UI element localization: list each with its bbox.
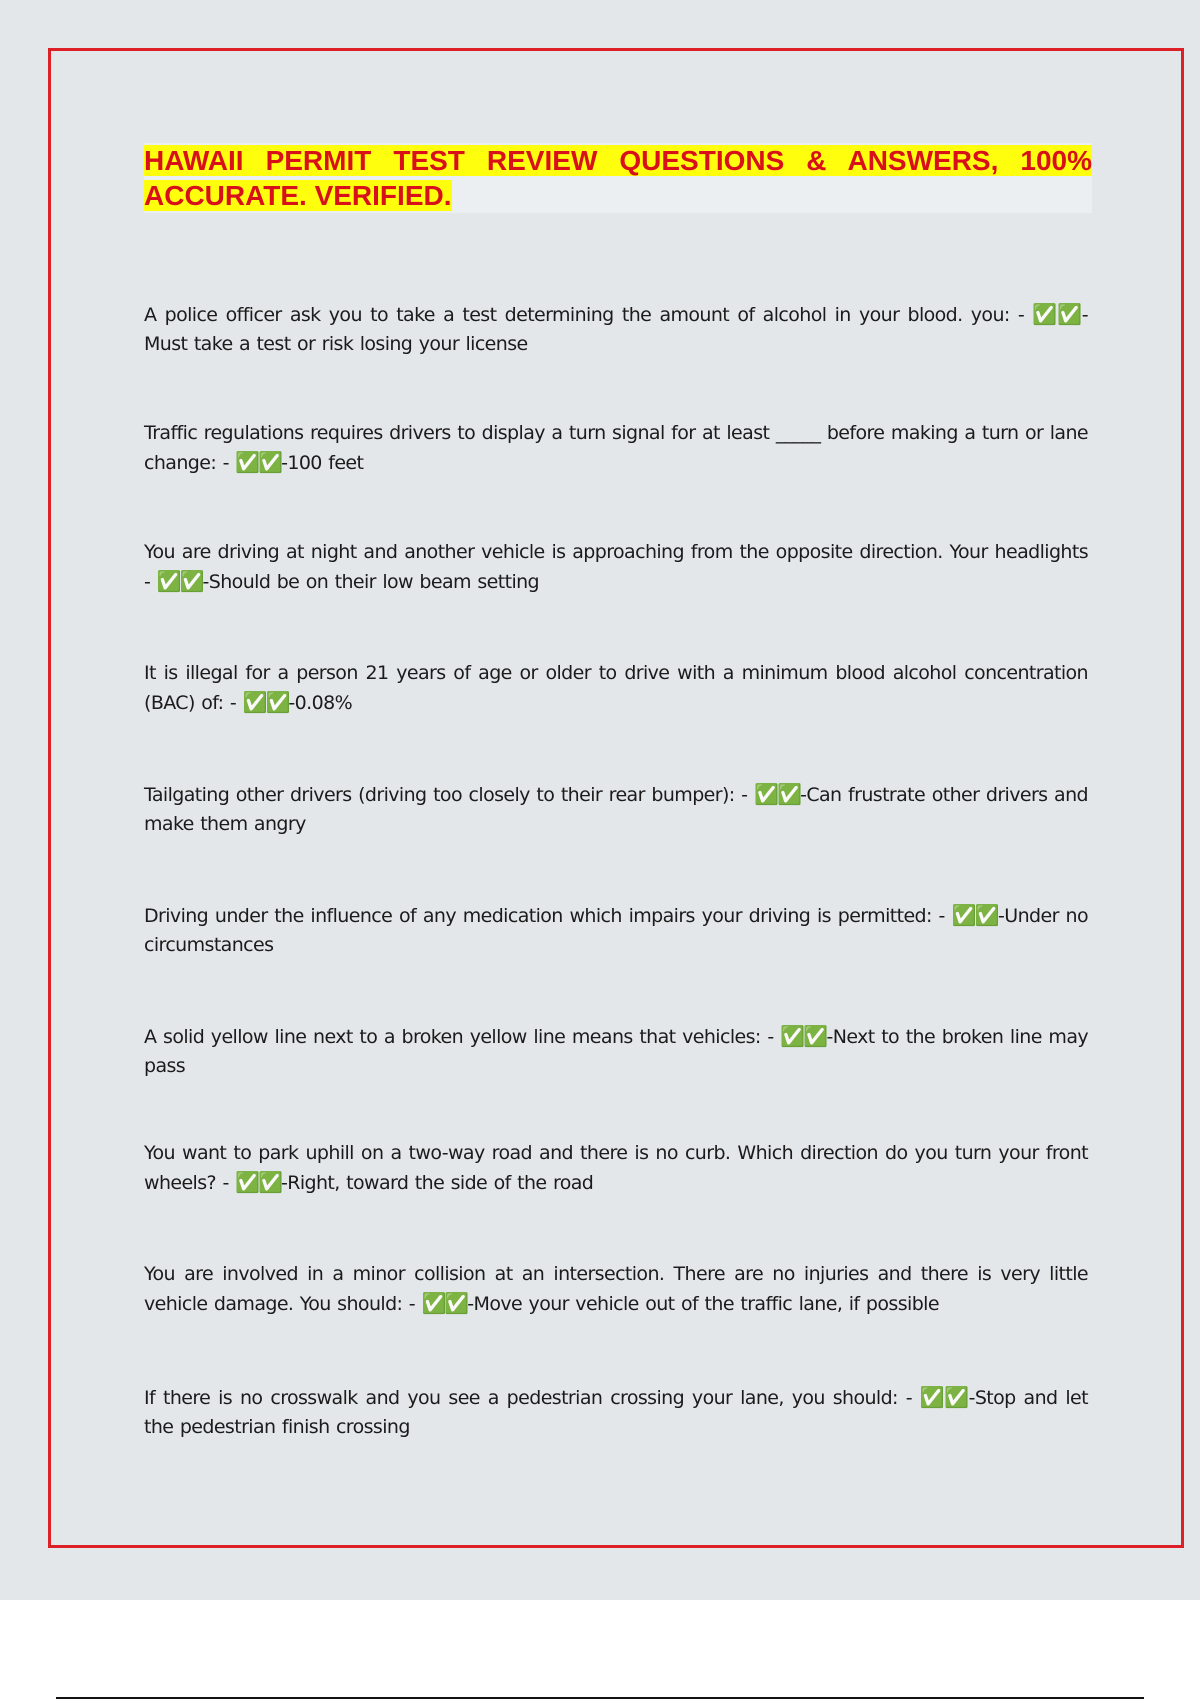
answer-text: -Under no circumstances xyxy=(144,905,1088,956)
double-check-icon: ✅✅ xyxy=(951,903,999,927)
double-check-icon: ✅✅ xyxy=(235,1170,281,1194)
double-check-icon: ✅✅ xyxy=(421,1291,468,1315)
footer-rule xyxy=(56,1697,1144,1699)
separator: - xyxy=(216,1172,236,1194)
separator: - xyxy=(144,571,157,593)
question-text: You want to park uphill on a two-way road and there is no curb. Which direction do you turn your front wheels? xyxy=(144,1142,1088,1194)
qa-item xyxy=(144,538,1088,597)
double-check-icon: ✅✅ xyxy=(919,1385,969,1409)
qa-item xyxy=(144,1383,1088,1442)
answer-text: -0.08% xyxy=(288,692,353,714)
qa-item xyxy=(144,659,1088,718)
answer-text: -Should be on their low beam setting xyxy=(202,571,540,593)
question-text: Traffic regulations requires drivers to display a turn signal for at least _____ before making a turn or lane change: xyxy=(144,422,1088,474)
qa-item xyxy=(144,1260,1088,1319)
qa-item xyxy=(144,300,1088,359)
separator: - xyxy=(402,1293,422,1315)
question-text: It is illegal for a person 21 years of age or older to drive with a minimum blood alcohol concentration (BAC) of: xyxy=(144,662,1088,714)
question-text: A police officer ask you to take a test determining the amount of alcohol in your blood. you: xyxy=(144,304,1010,326)
title-highlight: HAWAII PERMIT TEST REVIEW QUESTIONS & ANSWERS, 100% ACCURATE. VERIFIED. xyxy=(144,145,1092,211)
separator: - xyxy=(734,784,754,806)
answer-text: -100 feet xyxy=(281,452,364,474)
answer-text: -Can frustrate other drivers and make them angry xyxy=(144,784,1088,835)
document-title xyxy=(144,143,1092,213)
answer-text: -Must take a test or risk losing your license xyxy=(144,304,1089,355)
separator: - xyxy=(1009,304,1033,326)
question-text: Driving under the influence of any medication which impairs your driving is permitted: xyxy=(144,905,932,927)
double-check-icon: ✅✅ xyxy=(156,569,203,593)
separator: - xyxy=(223,692,243,714)
answer-text: -Stop and let the pedestrian finish crossing xyxy=(144,1387,1088,1438)
answer-text: -Next to the broken line may pass xyxy=(144,1026,1089,1077)
question-text: A solid yellow line next to a broken yellow line means that vehicles: xyxy=(144,1026,761,1048)
double-check-icon: ✅✅ xyxy=(235,450,282,474)
double-check-icon: ✅✅ xyxy=(242,690,289,714)
separator: - xyxy=(897,1387,920,1409)
double-check-icon: ✅✅ xyxy=(780,1024,827,1048)
qa-item xyxy=(144,1022,1088,1081)
qa-item xyxy=(144,780,1088,839)
answer-text: -Move your vehicle out of the traffic lane, if possible xyxy=(467,1293,939,1315)
question-text: You are driving at night and another vehicle is approaching from the opposite direction. Your headlights xyxy=(144,541,1088,563)
double-check-icon: ✅✅ xyxy=(753,782,801,806)
qa-item xyxy=(144,419,1088,478)
separator: - xyxy=(931,905,952,927)
question-text: Tailgating other drivers (driving too closely to their rear bumper): xyxy=(144,784,735,806)
double-check-icon: ✅✅ xyxy=(1032,302,1082,326)
separator: - xyxy=(760,1026,781,1048)
answer-text: -Right, toward the side of the road xyxy=(280,1172,594,1194)
qa-item xyxy=(144,1139,1088,1198)
separator: - xyxy=(216,452,236,474)
question-text: You are involved in a minor collision at an intersection. There are no injuries and there is very little vehicle damage. You should: xyxy=(144,1263,1088,1315)
qa-item xyxy=(144,901,1088,960)
question-text: If there is no crosswalk and you see a pedestrian crossing your lane, you should: xyxy=(144,1387,898,1409)
